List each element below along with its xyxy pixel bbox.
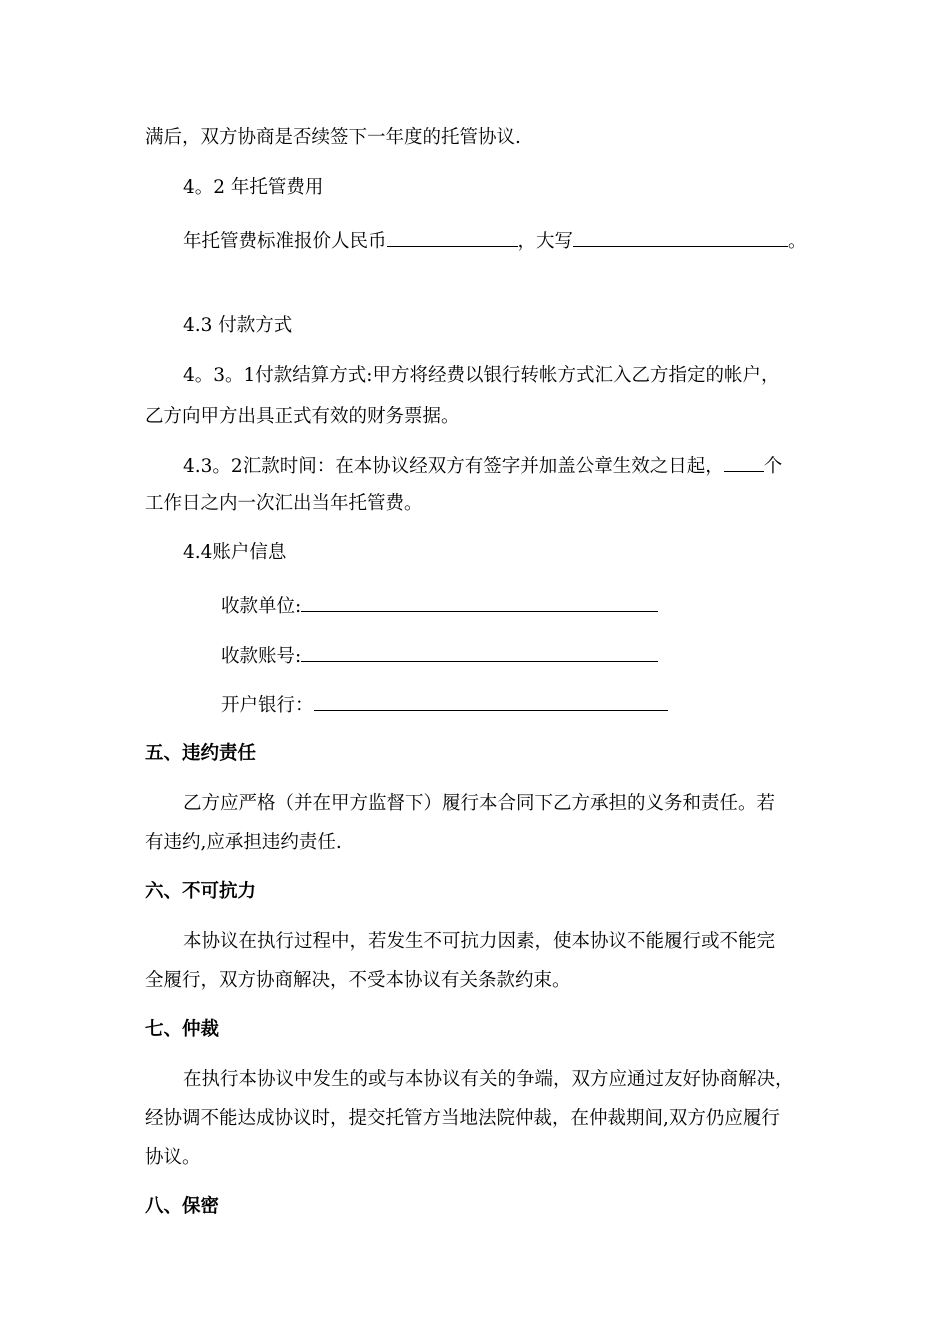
section-4-3-title: 4.3 付款方式 xyxy=(183,315,293,336)
section-4-3-2-line2: 工作日之内一次汇出当年托管费。 xyxy=(145,493,423,514)
bank-label: 开户银行： xyxy=(221,695,314,716)
force-majeure-line1: 本协议在执行过程中，若发生不可抗力因素，使本协议不能履行或不能完 xyxy=(183,931,776,952)
working-days-blank[interactable] xyxy=(724,453,764,472)
heading-confidentiality: 八、保密 xyxy=(145,1196,220,1217)
bank-row xyxy=(221,692,668,718)
section-4-3-1-line2: 乙方向甲方出具正式有效的财务票据。 xyxy=(145,406,460,427)
section-4-2-title: 4。2 年托管费用 xyxy=(183,177,324,198)
section-4-3-1-line1: 4。3。1付款结算方式:甲方将经费以银行转帐方式汇入乙方指定的帐户， xyxy=(183,365,780,386)
arbitration-line1: 在执行本协议中发生的或与本协议有关的争端，双方应通过友好协商解决， xyxy=(183,1069,794,1090)
fee-uppercase-blank[interactable] xyxy=(573,228,788,247)
remit-time-unit: 个 xyxy=(763,456,783,477)
payee-unit-row xyxy=(221,593,658,619)
fee-line xyxy=(183,228,807,254)
heading-breach-liability: 五、违约责任 xyxy=(145,743,257,764)
payee-unit-blank[interactable] xyxy=(301,593,658,612)
payee-unit-label: 收款单位: xyxy=(221,596,302,617)
breach-paragraph-line1: 乙方应严格（并在甲方监督下）履行本合同下乙方承担的义务和责任。若 xyxy=(183,793,776,814)
heading-force-majeure: 六、不可抗力 xyxy=(145,881,257,902)
remit-time-text: 4.3。2汇款时间：在本协议经双方有签字并加盖公章生效之日起， xyxy=(183,456,724,477)
force-majeure-line2: 全履行，双方协商解决，不受本协议有关条款约束。 xyxy=(145,970,571,991)
payee-account-row xyxy=(221,643,658,669)
fee-period: 。 xyxy=(788,231,807,252)
fee-amount-blank[interactable] xyxy=(387,228,518,247)
fee-uppercase-label: ，大写 xyxy=(517,231,574,252)
heading-arbitration: 七、仲裁 xyxy=(145,1019,220,1040)
fee-label: 年托管费标准报价人民币 xyxy=(183,231,387,252)
bank-blank[interactable] xyxy=(314,692,668,711)
breach-paragraph-line2: 有违约,应承担违约责任. xyxy=(145,832,342,853)
section-4-4-title: 4.4账户信息 xyxy=(183,542,287,563)
paragraph-term-renewal: 满后，双方协商是否续签下一年度的托管协议. xyxy=(145,127,521,148)
arbitration-line2: 经协调不能达成协议时，提交托管方当地法院仲裁，在仲裁期间,双方仍应履行 xyxy=(145,1108,780,1129)
payee-account-label: 收款账号: xyxy=(221,646,302,667)
section-4-3-2-line1 xyxy=(183,453,782,479)
arbitration-line3: 协议。 xyxy=(145,1147,201,1168)
payee-account-blank[interactable] xyxy=(301,643,658,662)
